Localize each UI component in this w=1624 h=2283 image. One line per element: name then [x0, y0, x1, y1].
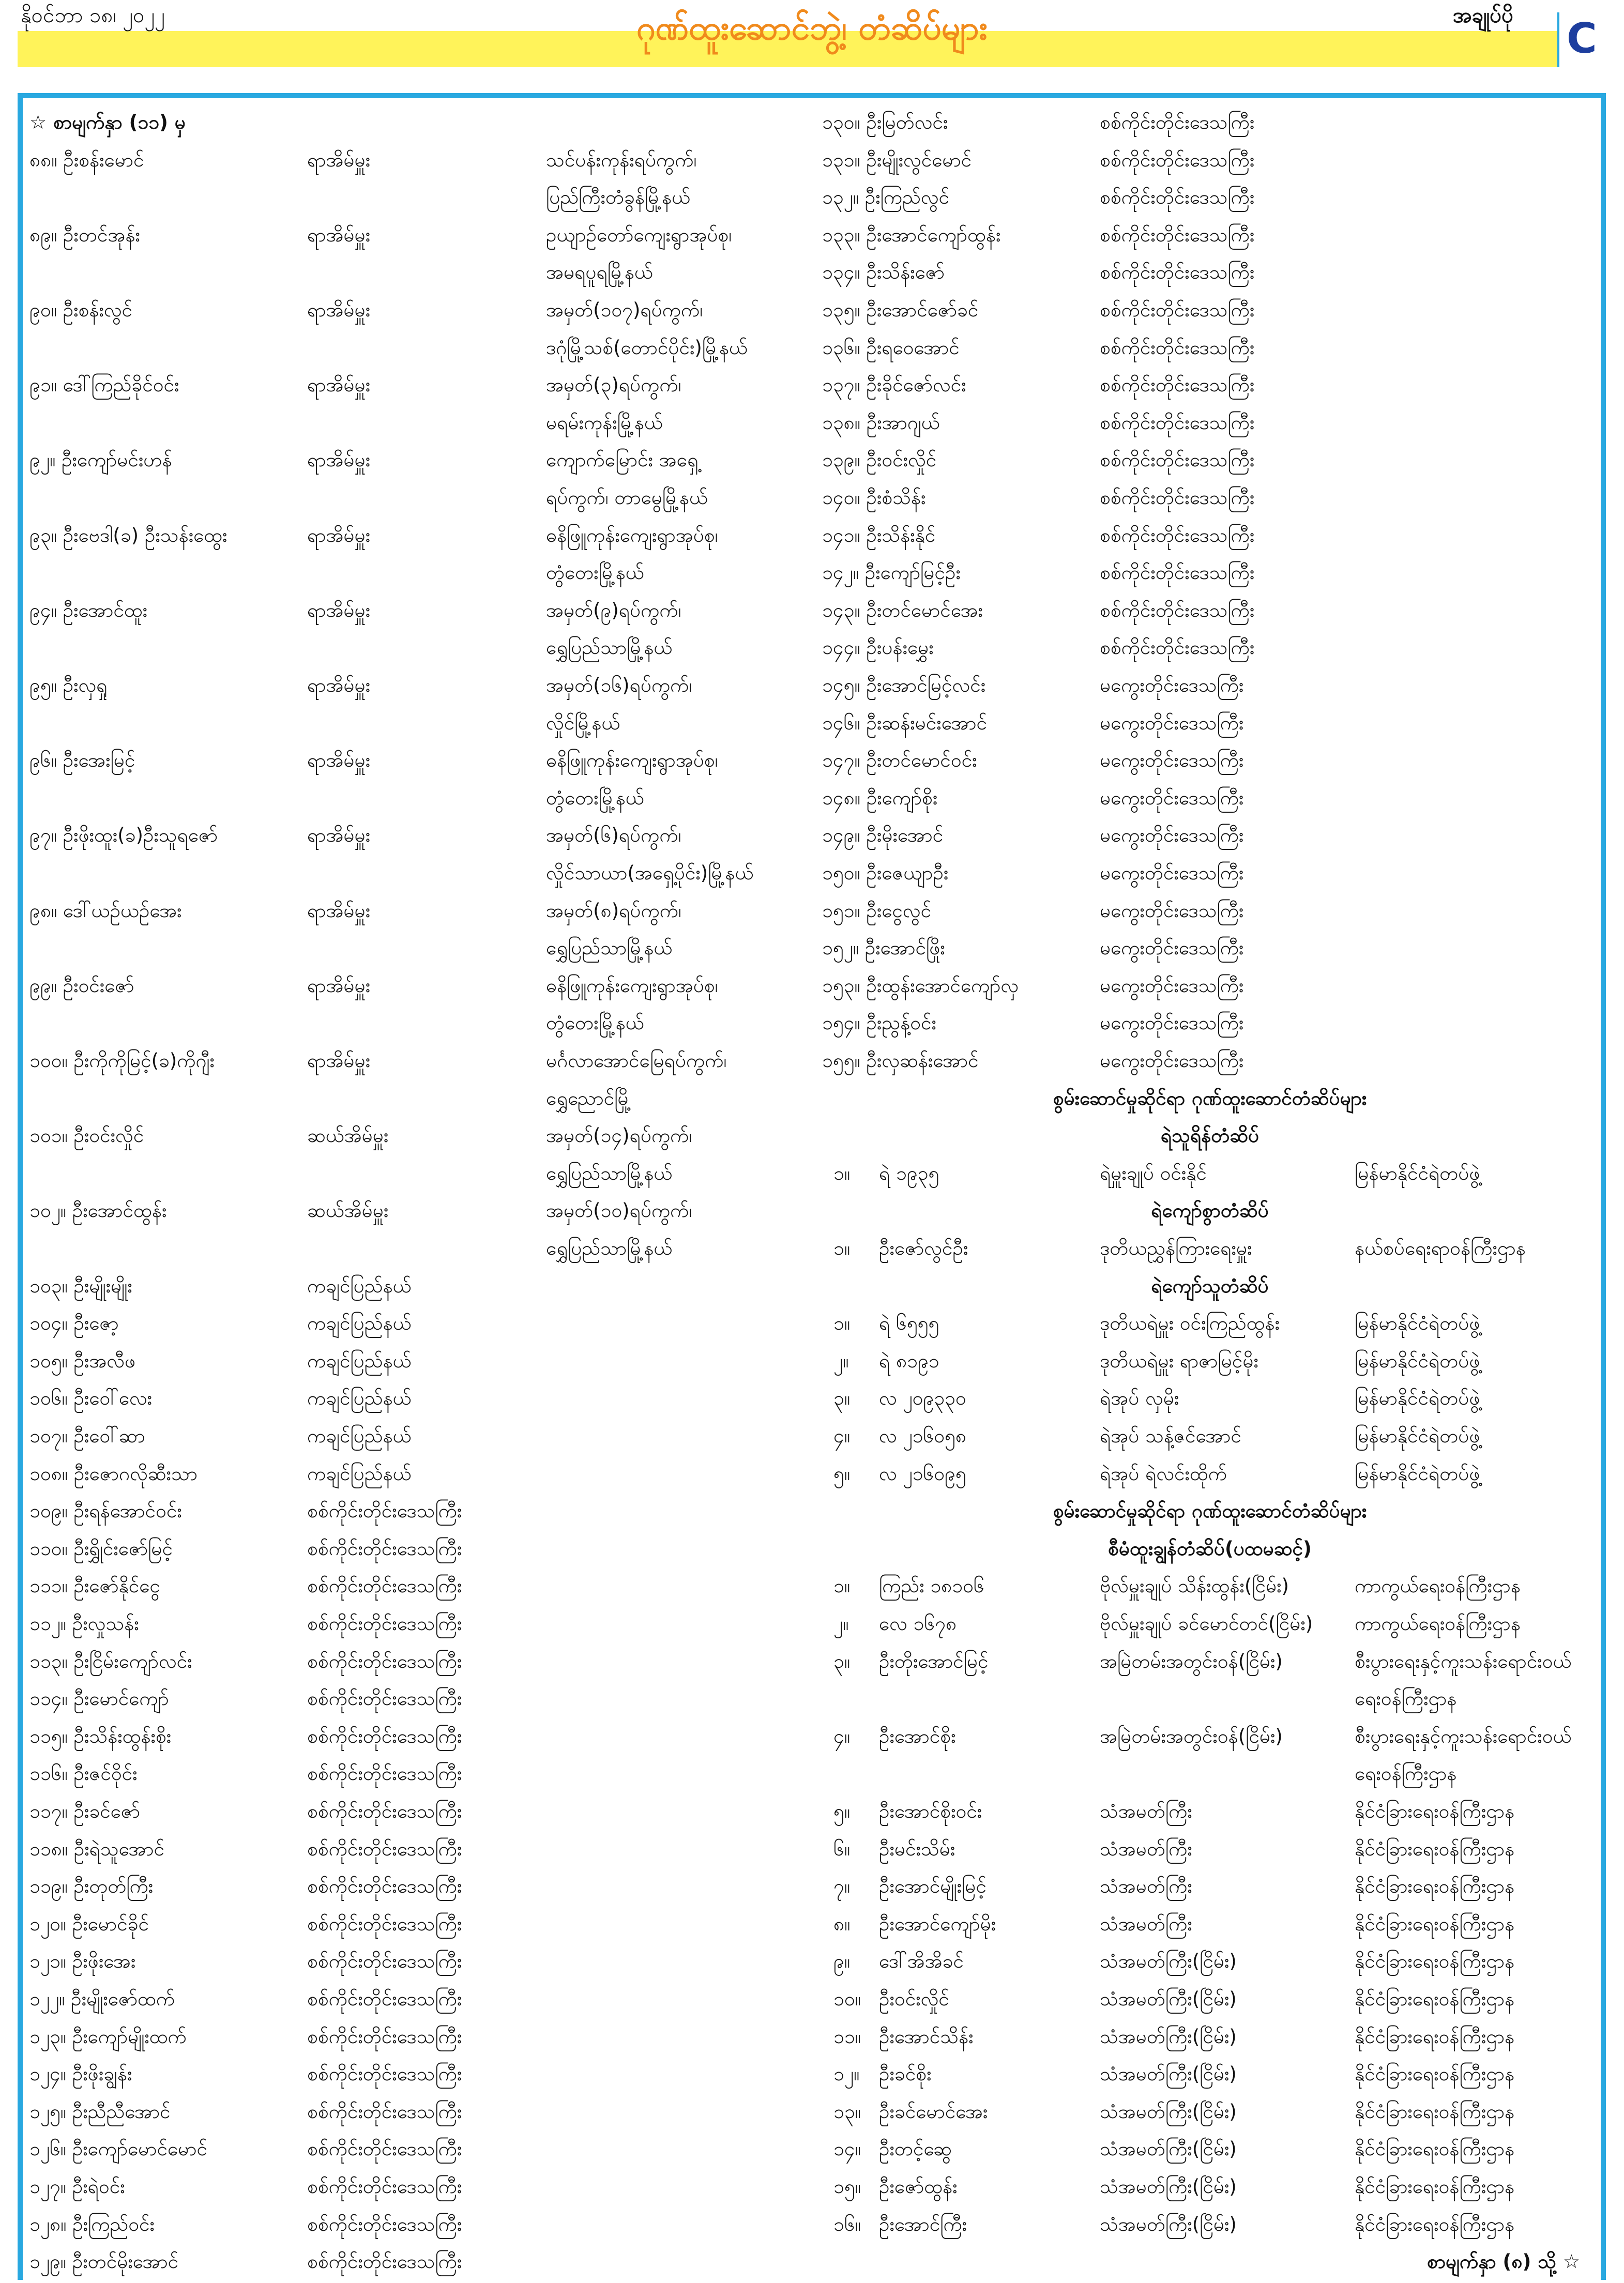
rank-name: မကွေးတိုင်းဒေသကြီး [1100, 937, 1244, 960]
entry-number: ၅။ [833, 1462, 851, 1485]
rank-name: စစ်ကိုင်းတိုင်းဒေသကြီး [1100, 486, 1255, 509]
person-name: ၈၈။ ဦးစန်းမောင် [29, 148, 144, 171]
rank-name: စစ်ကိုင်းတိုင်းဒေသကြီး [1100, 411, 1255, 434]
rank-name: သံအမတ်ကြီး [1100, 1800, 1192, 1822]
person-title: စစ်ကိုင်းတိုင်းဒေသကြီး [307, 2175, 462, 2198]
organization: မြန်မာနိုင်ငံရဲတပ်ဖွဲ့ [1355, 1425, 1480, 1447]
person-name: ၁၀၁။ ဦးဝင်းလှိုင် [29, 1124, 144, 1147]
person-title: စစ်ကိုင်းတိုင်းဒေသကြီး [307, 1912, 462, 1935]
person-address: မရမ်းကုန်းမြို့နယ် [546, 411, 663, 434]
entry-number: ၂။ [833, 1612, 849, 1635]
person-name: ၉၃။ ဦးဗေဒါ(ခ) ဦးသန်းထွေး [29, 524, 227, 546]
person-title: ရာအိမ်မှူး [307, 899, 371, 922]
person-name: ၁၂၅။ ဦးညီညီအောင် [29, 2100, 171, 2123]
rank-name: အမြဲတမ်းအတွင်းဝန်(ငြိမ်း) [1100, 1725, 1283, 1747]
rank-name: စစ်ကိုင်းတိုင်းဒေသကြီး [1100, 524, 1255, 546]
organization: စီးပွားရေးနှင့်ကူးသန်းရောင်းဝယ် [1355, 1650, 1572, 1672]
entry-number: ၁၁။ [833, 2025, 861, 2048]
person-title: ရာအိမ်မှူး [307, 148, 371, 171]
person-name: ၁၁၀။ ဦးရွှိုင်းဇော်မြင့် [29, 1537, 173, 1560]
person-address: အမှတ်(၆)ရပ်ကွက်၊ [546, 824, 681, 847]
rank-name: စစ်ကိုင်းတိုင်းဒေသကြီး [1100, 223, 1255, 246]
organization: မြန်မာနိုင်ငံရဲတပ်ဖွဲ့ [1355, 1349, 1480, 1372]
rank-name: ဗိုလ်မှူးချုပ် ခင်မောင်တင်(ငြိမ်း) [1100, 1612, 1313, 1635]
person-name: ၁၀၉။ ဦးရန်အောင်ဝင်း [29, 1500, 182, 1523]
service-number: ဦးအောင်ကျော်မိုး [879, 1912, 996, 1935]
person-name: ၉၇။ ဦးဖိုးထူး(ခ)ဦးသူရဇော် [29, 824, 218, 847]
rank-name: သံအမတ်ကြီး(ငြိမ်း) [1100, 2100, 1237, 2123]
organization: နိုင်ငံခြားရေးဝန်ကြီးဌာန [1355, 2063, 1515, 2086]
person-title: စစ်ကိုင်းတိုင်းဒေသကြီး [307, 1650, 462, 1672]
person-name: ၁၀၂။ ဦးအောင်ထွန်း [29, 1199, 167, 1222]
medal-heading: ရဲသူရိန်တံဆိပ် [1160, 1124, 1259, 1147]
person-title: ရာအိမ်မှူး [307, 749, 371, 772]
organization: ကာကွယ်ရေးဝန်ကြီးဌာန [1355, 1612, 1521, 1635]
person-title: စစ်ကိုင်းတိုင်းဒေသကြီး [307, 1612, 462, 1635]
person-name: ၁၃၄။ ဦးသိန်းဇော် [822, 261, 945, 284]
rank-name: သံအမတ်ကြီး(ငြိမ်း) [1100, 2063, 1237, 2086]
service-number: ဦးတင့်ဆွေ [879, 2138, 952, 2160]
person-name: ၉၉။ ဦးဝင်းဇော် [29, 974, 134, 997]
person-name: ၁၄၅။ ဦးအောင်မြင့်လင်း [822, 674, 986, 696]
person-name: ၁၄၀။ ဦးစံသိန်း [822, 486, 926, 509]
entry-number: ၁။ [833, 1575, 851, 1597]
person-name: ၁၃၂။ ဦးကြည်လွင် [822, 186, 950, 209]
rank-name: စစ်ကိုင်းတိုင်းဒေသကြီး [1100, 636, 1255, 659]
person-name: ၉၆။ ဦးအေးမြင့် [29, 749, 135, 772]
person-address: အမှတ်(၈)ရပ်ကွက်၊ [546, 899, 681, 922]
rank-name: စစ်ကိုင်းတိုင်းဒေသကြီး [1100, 148, 1255, 171]
rank-name: မကွေးတိုင်းဒေသကြီး [1100, 786, 1244, 809]
person-title: ရာအိမ်မှူး [307, 223, 371, 246]
person-name: ၁၃၈။ ဦးအာဂျယ် [822, 411, 940, 434]
rank-name: သံအမတ်ကြီး [1100, 1875, 1192, 1898]
person-title: ကချင်ပြည်နယ် [307, 1312, 412, 1335]
person-address: ရပ်ကွက်၊ တာမွေမြို့နယ် [546, 486, 708, 509]
person-title: စစ်ကိုင်းတိုင်းဒေသကြီး [307, 1575, 462, 1597]
service-number: ဦးခင်မောင်အေး [879, 2100, 988, 2123]
rank-name: ဒုတိယရဲမှူး ဝင်းကြည်ထွန်း [1100, 1312, 1280, 1335]
person-address: အမှတ်(၃)ရပ်ကွက်၊ [546, 374, 681, 397]
person-name: ၉၀။ ဦးစန်းလွင် [29, 299, 133, 321]
organization: နိုင်ငံခြားရေးဝန်ကြီးဌာန [1355, 1912, 1515, 1935]
person-title: ကချင်ပြည်နယ် [307, 1274, 412, 1297]
person-address: ဓနိဖြူကုန်းကျေးရွာအုပ်စု၊ [546, 749, 718, 772]
service-number: ဒေါ်အိအိခင် [879, 1950, 964, 1973]
person-title: ရာအိမ်မှူး [307, 299, 371, 321]
person-name: ၁၁၆။ ဦးဇင်ဝိုင်း [29, 1762, 138, 1785]
rank-name: စစ်ကိုင်းတိုင်းဒေသကြီး [1100, 111, 1255, 133]
person-name: ၁၁၄။ ဦးမောင်ကျော် [29, 1687, 169, 1710]
person-title: စစ်ကိုင်းတိုင်းဒေသကြီး [307, 2138, 462, 2160]
service-number: ရဲ ၆၅၅၅ [879, 1312, 939, 1335]
organization: ရေးဝန်ကြီးဌာန [1355, 1762, 1457, 1785]
service-number: ဦးအောင်သိန်း [879, 2025, 974, 2048]
person-address: ရွှေညောင်မြို့ [546, 1087, 632, 1109]
person-title: ရာအိမ်မှူး [307, 824, 371, 847]
person-address: တွံတေးမြို့နယ် [546, 786, 644, 809]
person-name: ၉၅။ ဦးလှရှု [29, 674, 108, 696]
organization: နိုင်ငံခြားရေးဝန်ကြီးဌာန [1355, 2175, 1515, 2198]
person-name: ၁၅၅။ ဦးလှဆန်းအောင် [822, 1049, 979, 1072]
organization: စီးပွားရေးနှင့်ကူးသန်းရောင်းဝယ် [1355, 1725, 1572, 1747]
rank-name: သံအမတ်ကြီး(ငြိမ်း) [1100, 1950, 1237, 1973]
person-address: ပြည်ကြီးတံခွန်မြို့နယ် [546, 186, 691, 209]
organization: နိုင်ငံခြားရေးဝန်ကြီးဌာန [1355, 1875, 1515, 1898]
person-name: ၁၃၀။ ဦးမြတ်လင်း [822, 111, 948, 133]
person-title: စစ်ကိုင်းတိုင်းဒေသကြီး [307, 2100, 462, 2123]
person-name: ၁၂၁။ ဦးဖိုးအေး [29, 1950, 136, 1973]
service-number: ရဲ ၁၉၃၅ [879, 1162, 939, 1184]
person-name: ၁၁၉။ ဦးတုတ်ကြီး [29, 1875, 154, 1898]
person-title: စစ်ကိုင်းတိုင်းဒေသကြီး [307, 1762, 462, 1785]
person-name: ၁၁၃။ ဦးငြိမ်းကျော်လင်း [29, 1650, 192, 1672]
rank-name: မကွေးတိုင်းဒေသကြီး [1100, 749, 1244, 772]
person-address: အမရပူရမြို့နယ် [546, 261, 653, 284]
entry-number: ၁။ [833, 1312, 851, 1335]
service-number: လေ ၁၆၇၈ [879, 1612, 957, 1635]
rank-name: မကွေးတိုင်းဒေသကြီး [1100, 1012, 1244, 1034]
person-name: ၁၃၃။ ဦးအောင်ကျော်ထွန်း [822, 223, 1001, 246]
person-title: စစ်ကိုင်းတိုင်းဒေသကြီး [307, 1537, 462, 1560]
person-address: ကျောက်မြောင်း အရှေ့ [546, 449, 699, 471]
person-address: မင်္ဂလာအောင်မြေရပ်ကွက်၊ [546, 1049, 727, 1072]
person-name: ၁၀၃။ ဦးမျိုးမျိုး [29, 1274, 132, 1297]
person-title: ရာအိမ်မှူး [307, 674, 371, 696]
entry-number: ၄။ [833, 1725, 851, 1747]
person-name: ၉၄။ ဦးအောင်ထူး [29, 599, 148, 621]
person-name: ၁၁၇။ ဦးခင်ဇော် [29, 1800, 140, 1822]
entry-number: ၁၂။ [833, 2063, 860, 2086]
rank-name: သံအမတ်ကြီး(ငြိမ်း) [1100, 2213, 1237, 2235]
rank-name: စစ်ကိုင်းတိုင်းဒေသကြီး [1100, 299, 1255, 321]
rank-name: ဒုတိယညွှန်ကြားရေးမှူး [1100, 1237, 1252, 1259]
person-name: ၁၂၉။ ဦးတင်မိုးအောင် [29, 2250, 179, 2273]
person-address: အမှတ်(၉)ရပ်ကွက်၊ [546, 599, 681, 621]
person-name: ၁၄၂။ ဦးကျော်မြင့်ဦး [822, 561, 961, 584]
organization: မြန်မာနိုင်ငံရဲတပ်ဖွဲ့ [1355, 1387, 1480, 1410]
organization: နိုင်ငံခြားရေးဝန်ကြီးဌာန [1355, 2213, 1515, 2235]
service-number: ဦးတိုးအောင်မြင့် [879, 1650, 989, 1672]
person-title: စစ်ကိုင်းတိုင်းဒေသကြီး [307, 1988, 462, 2010]
person-name: ၁၂၈။ ဦးကြည်ဝင်း [29, 2213, 155, 2235]
rank-name: သံအမတ်ကြီး [1100, 1837, 1192, 1860]
continued-to-note: စာမျက်နှာ (၈) သို့ ☆ [1427, 2250, 1581, 2273]
person-address: ရွှေပြည်သာမြို့နယ် [546, 1162, 673, 1184]
service-number: လ ၂၁၆၀၉၅ [879, 1462, 966, 1485]
entry-number: ၂။ [833, 1349, 849, 1372]
rank-name: စစ်ကိုင်းတိုင်းဒေသကြီး [1100, 261, 1255, 284]
rank-name: သံအမတ်ကြီး(ငြိမ်း) [1100, 2138, 1237, 2160]
person-address: သင်ပန်းကုန်းရပ်ကွက်၊ [546, 148, 697, 171]
entry-number: ၈။ [833, 1912, 851, 1935]
rank-name: ရဲမှူးချုပ် ဝင်းနိုင် [1100, 1162, 1207, 1184]
person-address: လှိုင်သာယာ(အရှေ့ပိုင်း)မြို့နယ် [546, 862, 754, 884]
rank-name: မကွေးတိုင်းဒေသကြီး [1100, 862, 1244, 884]
organization: နိုင်ငံခြားရေးဝန်ကြီးဌာန [1355, 2100, 1515, 2123]
organization: နိုင်ငံခြားရေးဝန်ကြီးဌာန [1355, 2138, 1515, 2160]
person-address: အမှတ်(၁၆)ရပ်ကွက်၊ [546, 674, 692, 696]
rank-name: အမြဲတမ်းအတွင်းဝန်(ငြိမ်း) [1100, 1650, 1283, 1672]
service-number: ဦးမင်းသိမ်း [879, 1837, 955, 1860]
organization: ရေးဝန်ကြီးဌာန [1355, 1687, 1457, 1710]
person-title: ကချင်ပြည်နယ် [307, 1462, 412, 1485]
organization: မြန်မာနိုင်ငံရဲတပ်ဖွဲ့ [1355, 1462, 1480, 1485]
rank-name: ဗိုလ်မှူးချုပ် သိန်းထွန်း(ငြိမ်း) [1100, 1575, 1289, 1597]
person-name: ၁၁၂။ ဦးလှုသန်း [29, 1612, 139, 1635]
person-name: ၁၁၅။ ဦးသိန်းထွန်းစိုး [29, 1725, 172, 1747]
rank-name: မကွေးတိုင်းဒေသကြီး [1100, 674, 1244, 696]
organization: မြန်မာနိုင်ငံရဲတပ်ဖွဲ့ [1355, 1312, 1480, 1335]
service-number: လ ၂၁၆၀၅၈ [879, 1425, 967, 1447]
entry-number: ၃။ [833, 1650, 851, 1672]
person-title: ဆယ်အိမ်မှူး [307, 1124, 389, 1147]
person-name: ၁၄၉။ ဦးမိုးအောင် [822, 824, 944, 847]
person-name: ၁၄၄။ ဦးပန်းမွှေး [822, 636, 934, 659]
person-name: ၁၃၇။ ဦးခိုင်ဇော်လင်း [822, 374, 966, 397]
person-title: ကချင်ပြည်နယ် [307, 1349, 412, 1372]
person-title: ကချင်ပြည်နယ် [307, 1387, 412, 1410]
person-name: ၁၀၄။ ဦးဇော့ [29, 1312, 119, 1335]
person-name: ၁၅၃။ ဦးထွန်းအောင်ကျော်လှ [822, 974, 1019, 997]
person-name: ၁၀၇။ ဦးဝေါ်ဆာ [29, 1425, 145, 1447]
service-number: ဦးအောင်စိုးဝင်း [879, 1800, 982, 1822]
person-name: ၁၄၆။ ဦးဆန်းမင်းအောင် [822, 711, 988, 734]
rank-name: သံအမတ်ကြီး(ငြိမ်း) [1100, 2025, 1237, 2048]
rank-name: ဒုတိယရဲမှူး ရာဇာမြင့်မိုး [1100, 1349, 1258, 1372]
medal-heading: ရဲကျော်စွာတံဆိပ် [1151, 1199, 1269, 1222]
rank-name: ရဲအုပ် သန့်ဇင်အောင် [1100, 1425, 1241, 1447]
person-title: စစ်ကိုင်းတိုင်းဒေသကြီး [307, 1500, 462, 1523]
organization: နိုင်ငံခြားရေးဝန်ကြီးဌာန [1355, 1800, 1515, 1822]
person-address: အမှတ်(၁၄)ရပ်ကွက်၊ [546, 1124, 692, 1147]
entry-number: ၃။ [833, 1387, 851, 1410]
person-address: ရွှေပြည်သာမြို့နယ် [546, 937, 673, 960]
service-number: ရဲ ၈၁၉၁ [879, 1349, 939, 1372]
rank-name: မကွေးတိုင်းဒေသကြီး [1100, 711, 1244, 734]
rank-name: စစ်ကိုင်းတိုင်းဒေသကြီး [1100, 561, 1255, 584]
person-name: ၁၂၄။ ဦးဖိုးချွန်း [29, 2063, 132, 2086]
service-number: ဦးအောင်စိုး [879, 1725, 956, 1747]
person-name: ၁၀၆။ ဦးဝေါ်လေး [29, 1387, 153, 1410]
person-name: ၁၂၆။ ဦးကျော်မောင်မောင် [29, 2138, 207, 2160]
medal-heading: ရဲကျော်သူတံဆိပ် [1151, 1274, 1269, 1297]
section-heading: စွမ်းဆောင်မှုဆိုင်ရာ ဂုဏ်ထူးဆောင်တံဆိပ်များ [1053, 1500, 1367, 1523]
rank-name: စစ်ကိုင်းတိုင်းဒေသကြီး [1100, 186, 1255, 209]
entry-number: ၁။ [833, 1162, 851, 1184]
person-title: ဆယ်အိမ်မှူး [307, 1199, 389, 1222]
person-title: ရာအိမ်မှူး [307, 449, 371, 471]
person-name: ၁၀၈။ ဦးဇောဂလိုဆီးသာ [29, 1462, 198, 1485]
person-title: စစ်ကိုင်းတိုင်းဒေသကြီး [307, 1875, 462, 1898]
continued-from-note: ☆ စာမျက်နှာ (၁၁) မှ [29, 111, 186, 133]
person-name: ၉၁။ ဒေါ်ကြည်ခိုင်ဝင်း [29, 374, 179, 397]
person-title: စစ်ကိုင်းတိုင်းဒေသကြီး [307, 1837, 462, 1860]
person-name: ၁၂၇။ ဦးရဲဝင်း [29, 2175, 125, 2198]
service-number: ဦးဇော်လွင်ဦး [879, 1237, 968, 1259]
entry-number: ၄။ [833, 1425, 851, 1447]
person-name: ၁၃၅။ ဦးအောင်ဇော်ခင် [822, 299, 979, 321]
rank-name: စစ်ကိုင်းတိုင်းဒေသကြီး [1100, 336, 1255, 359]
person-title: ရာအိမ်မှူး [307, 974, 371, 997]
person-address: ရွှေပြည်သာမြို့နယ် [546, 1237, 673, 1259]
section-letter: C [1567, 14, 1597, 63]
person-address: ဒဂုံမြို့သစ်(တောင်ပိုင်း)မြို့နယ် [546, 336, 748, 359]
person-address: လှိုင်မြို့နယ် [546, 711, 620, 734]
person-title: ရာအိမ်မှူး [307, 1049, 371, 1072]
entry-number: ၁၅။ [833, 2175, 861, 2198]
entry-number: ၁၆။ [833, 2213, 861, 2235]
person-name: ၁၃၉။ ဦးဝင်းလှိုင် [822, 449, 937, 471]
entry-number: ၆။ [833, 1837, 851, 1860]
person-title: စစ်ကိုင်းတိုင်းဒေသကြီး [307, 2063, 462, 2086]
person-title: စစ်ကိုင်းတိုင်းဒေသကြီး [307, 1950, 462, 1973]
person-title: စစ်ကိုင်းတိုင်းဒေသကြီး [307, 1800, 462, 1822]
rank-name: မကွေးတိုင်းဒေသကြီး [1100, 899, 1244, 922]
rank-name: စစ်ကိုင်းတိုင်းဒေသကြီး [1100, 374, 1255, 397]
person-name: ၁၄၈။ ဦးကျော်စိုး [822, 786, 938, 809]
section-heading: စွမ်းဆောင်မှုဆိုင်ရာ ဂုဏ်ထူးဆောင်တံဆိပ်များ [1053, 1087, 1367, 1109]
issue-date: နိုဝင်ဘာ ၁၈၊ ၂၀၂၂ [21, 4, 165, 27]
medal-heading: စီမံထူးချွန်တံဆိပ်(ပထမဆင့်) [1108, 1537, 1312, 1560]
entry-number: ၁၀။ [833, 1988, 861, 2010]
person-address: ဓနိဖြူကုန်းကျေးရွာအုပ်စု၊ [546, 524, 718, 546]
entry-number: ၉။ [833, 1950, 851, 1973]
service-number: ဦးခင်စိုး [879, 2063, 932, 2086]
rank-name: မကွေးတိုင်းဒေသကြီး [1100, 1049, 1244, 1072]
person-title: စစ်ကိုင်းတိုင်းဒေသကြီး [307, 2025, 462, 2048]
person-name: ၁၀၅။ ဦးအလီဖ [29, 1349, 136, 1372]
rank-name: ရဲအုပ် ရဲလင်းထိုက် [1100, 1462, 1227, 1485]
person-title: စစ်ကိုင်းတိုင်းဒေသကြီး [307, 1725, 462, 1747]
service-number: ဦးအောင်ကြီး [879, 2213, 967, 2235]
organization: နိုင်ငံခြားရေးဝန်ကြီးဌာန [1355, 1950, 1515, 1973]
person-address: တွံတေးမြို့နယ် [546, 561, 644, 584]
service-number: ဦးဝင်းလှိုင် [879, 1988, 949, 2010]
person-title: စစ်ကိုင်းတိုင်းဒေသကြီး [307, 1687, 462, 1710]
rank-name: မကွေးတိုင်းဒေသကြီး [1100, 824, 1244, 847]
person-name: ၁၁၈။ ဦးရဲသူအောင် [29, 1837, 165, 1860]
rank-name: စစ်ကိုင်းတိုင်းဒေသကြီး [1100, 599, 1255, 621]
page-title: ဂုဏ်ထူးဆောင်ဘွဲ့၊ တံဆိပ်များ [636, 9, 988, 48]
person-name: ၁၂၂။ ဦးမျိုးဇော်ထက် [29, 1988, 175, 2010]
rank-name: မကွေးတိုင်းဒေသကြီး [1100, 974, 1244, 997]
person-name: ၁၂၃။ ဦးကျော်မျိုးထက် [29, 2025, 187, 2048]
person-name: ၁၅၂။ ဦးအောင်ဖြိုး [822, 937, 945, 960]
person-title: စစ်ကိုင်းတိုင်းဒေသကြီး [307, 2250, 462, 2273]
person-name: ၈၉။ ဦးတင်အုန်း [29, 223, 140, 246]
person-address: အမှတ်(၁၀)ရပ်ကွက်၊ [546, 1199, 692, 1222]
person-title: စစ်ကိုင်းတိုင်းဒေသကြီး [307, 2213, 462, 2235]
person-name: ၉၂။ ဦးကျော်မင်းဟန် [29, 449, 172, 471]
person-address: တွံတေးမြို့နယ် [546, 1012, 644, 1034]
person-name: ၁၄၇။ ဦးတင်မောင်ဝင်း [822, 749, 977, 772]
person-address: ရွှေပြည်သာမြို့နယ် [546, 636, 673, 659]
person-name: ၁၃၆။ ဦးရဝေအောင် [822, 336, 960, 359]
entry-number: ၁၄။ [833, 2138, 861, 2160]
rank-name: ရဲအုပ် လှမိုး [1100, 1387, 1179, 1410]
organization: ကာကွယ်ရေးဝန်ကြီးဌာန [1355, 1575, 1521, 1597]
service-number: ကြည်း ၁၈၁၀၆ [879, 1575, 984, 1597]
person-title: ကချင်ပြည်နယ် [307, 1425, 412, 1447]
person-address: အမှတ်(၁၀၇)ရပ်ကွက်၊ [546, 299, 703, 321]
organization: နိုင်ငံခြားရေးဝန်ကြီးဌာန [1355, 1837, 1515, 1860]
person-name: ၉၈။ ဒေါ်ယဉ်ယဉ်အေး [29, 899, 182, 922]
person-name: ၁၄၃။ ဦးတင်မောင်အေး [822, 599, 983, 621]
rank-name: သံအမတ်ကြီး(ငြိမ်း) [1100, 2175, 1237, 2198]
rank-name: သံအမတ်ကြီး [1100, 1912, 1192, 1935]
entry-number: ၇။ [833, 1875, 851, 1898]
person-name: ၁၀၀။ ဦးကိုကိုမြင့်(ခ)ကိုဂျီး [29, 1049, 215, 1072]
organization: နိုင်ငံခြားရေးဝန်ကြီးဌာန [1355, 2025, 1515, 2048]
person-name: ၁၅၀။ ဦးဇေယျာဦး [822, 862, 949, 884]
entry-number: ၁၃။ [833, 2100, 861, 2123]
person-title: ရာအိမ်မှူး [307, 524, 371, 546]
service-number: ဦးအောင်မျိုးမြင့် [879, 1875, 986, 1898]
rank-name: သံအမတ်ကြီး(ငြိမ်း) [1100, 1988, 1237, 2010]
person-title: ရာအိမ်မှူး [307, 599, 371, 621]
person-name: ၁၂၀။ ဦးမောင်ခိုင် [29, 1912, 149, 1935]
organization: နယ်စပ်ရေးရာဝန်ကြီးဌာန [1355, 1237, 1526, 1259]
person-name: ၁၄၁။ ဦးသိန်းနိုင် [822, 524, 936, 546]
person-title: ရာအိမ်မှူး [307, 374, 371, 397]
section-label: အချုပ်ပို [1453, 4, 1513, 27]
service-number: လ ၂၀၉၃၃၀ [879, 1387, 966, 1410]
person-address: ဥယျာဉ်တော်ကျေးရွာအုပ်စု၊ [546, 223, 732, 246]
service-number: ဦးဇော်ထွန်း [879, 2175, 958, 2198]
person-address: ဓနိဖြူကုန်းကျေးရွာအုပ်စု၊ [546, 974, 718, 997]
organization: မြန်မာနိုင်ငံရဲတပ်ဖွဲ့ [1355, 1162, 1480, 1184]
person-name: ၁၅၁။ ဦးငွေလွင် [822, 899, 932, 922]
rank-name: စစ်ကိုင်းတိုင်းဒေသကြီး [1100, 449, 1255, 471]
organization: နိုင်ငံခြားရေးဝန်ကြီးဌာန [1355, 1988, 1515, 2010]
person-name: ၁၃၁။ ဦးမျိုးလွင်မောင် [822, 148, 972, 171]
person-name: ၁၁၁။ ဦးဇော်နိုင်ငွေ [29, 1575, 160, 1597]
entry-number: ၁။ [833, 1237, 851, 1259]
entry-number: ၅။ [833, 1800, 851, 1822]
person-name: ၁၅၄။ ဦးညွန့်ဝင်း [822, 1012, 936, 1034]
